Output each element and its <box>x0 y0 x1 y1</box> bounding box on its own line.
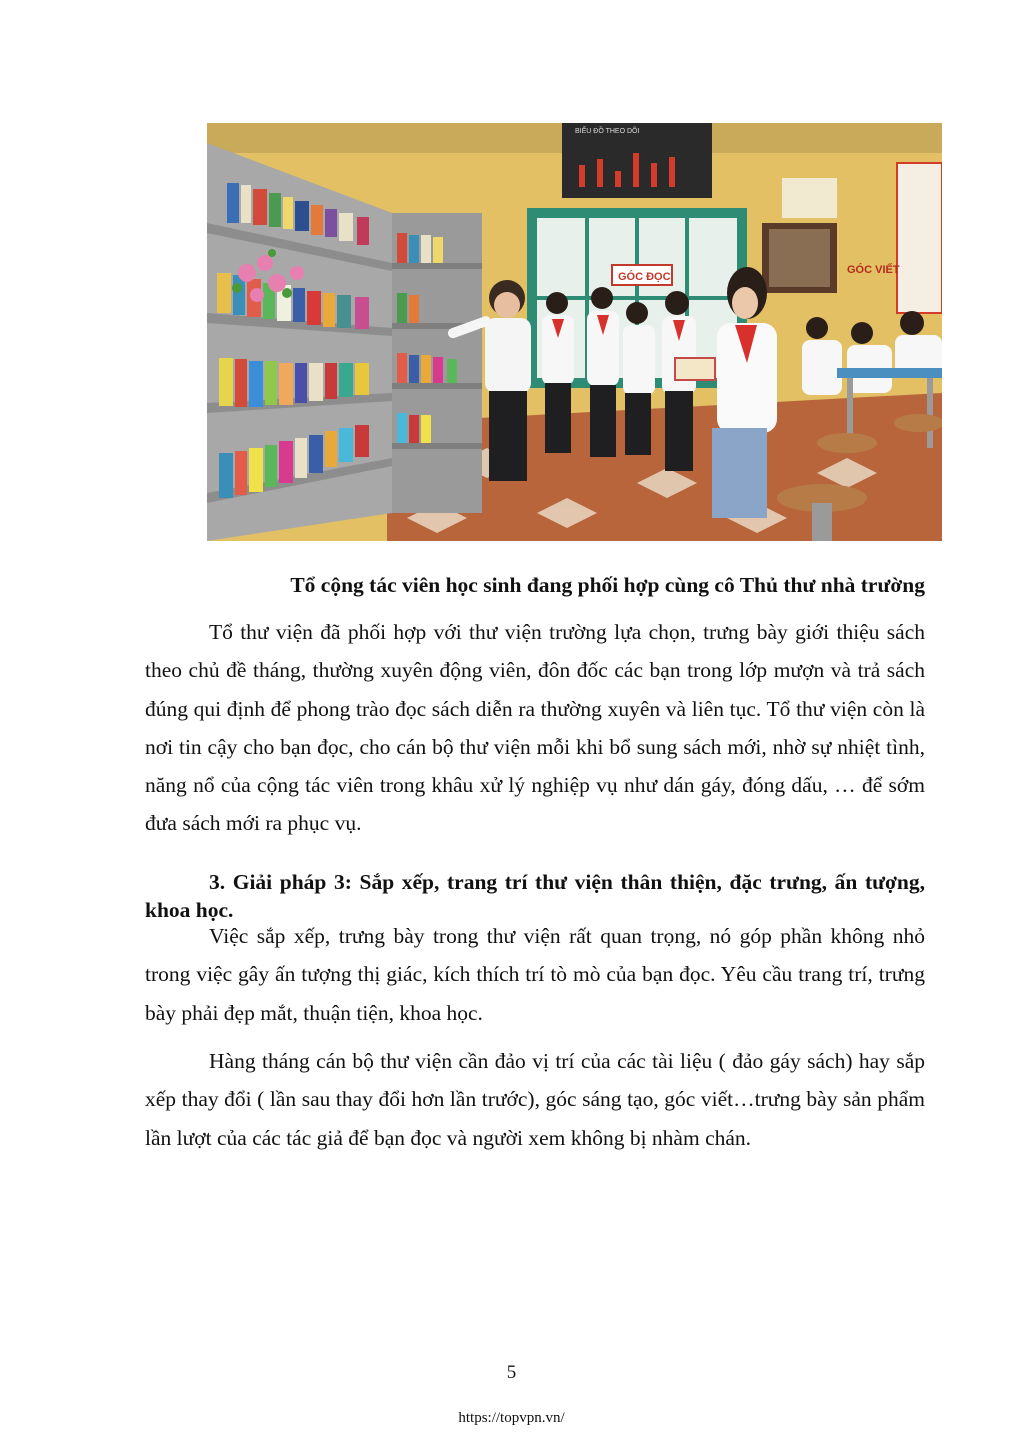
paragraph-arrangement: Việc sắp xếp, trưng bày trong thư viện rất quan trọng, nó góp phần không nhỏ trong việc gây ấn tượng thị giác, kích thích trí tò mò của bạn đọc. Yêu cầu trang trí, trưng bày phải đẹp mắt, thuận tiện, khoa học. <box>145 924 925 1025</box>
chart-banner-text: BIỂU ĐỒ THEO DÕI <box>575 128 640 135</box>
photo-caption: Tổ cộng tác viên học sinh đang phối hợp cùng cô Thủ thư nhà trường <box>290 573 925 597</box>
paragraph-monthly-rotation: Hàng tháng cán bộ thư viện cần đảo vị trí của các tài liệu ( đảo gáy sách) hay sắp xếp thay đổi ( lần sau thay đổi hơn lần trước), góc sáng tạo, góc viết…trưng bày sản phẩm lần lượt của các tác giả để bạn đọc và người xem không bị nhàm chán. <box>145 1049 925 1150</box>
reading-corner-sign: GÓC ĐỌC <box>618 271 671 283</box>
section-heading-solution-3: 3. Giải pháp 3: Sắp xếp, trang trí thư viện thân thiện, đặc trưng, ấn tượng, khoa học. <box>145 870 925 922</box>
page-number: 5 <box>506 1362 517 1383</box>
writing-corner-sign: GÓC VIẾT <box>847 264 900 276</box>
footer-url[interactable]: https://topvpn.vn/ <box>458 1410 565 1426</box>
library-photo <box>207 123 942 541</box>
paragraph-library-team: Tổ thư viện đã phối hợp với thư viện trường lựa chọn, trưng bày giới thiệu sách theo chủ đề tháng, thường xuyên động viên, đôn đốc các bạn trong lớp mượn và trả sách đúng qui định để phong trào đọc sách diễn ra thường xuyên và liên tục. Tổ thư viện còn là nơi tin cậy cho bạn đọc, cho cán bộ thư viện mỗi khi bổ sung sách mới, nhờ sự nhiệt tình, năng nổ của cộng tác viên trong khâu xử lý nghiệp vụ như dán gáy, đóng dấu, … để sớm đưa sách mới ra phục vụ. <box>145 620 925 836</box>
